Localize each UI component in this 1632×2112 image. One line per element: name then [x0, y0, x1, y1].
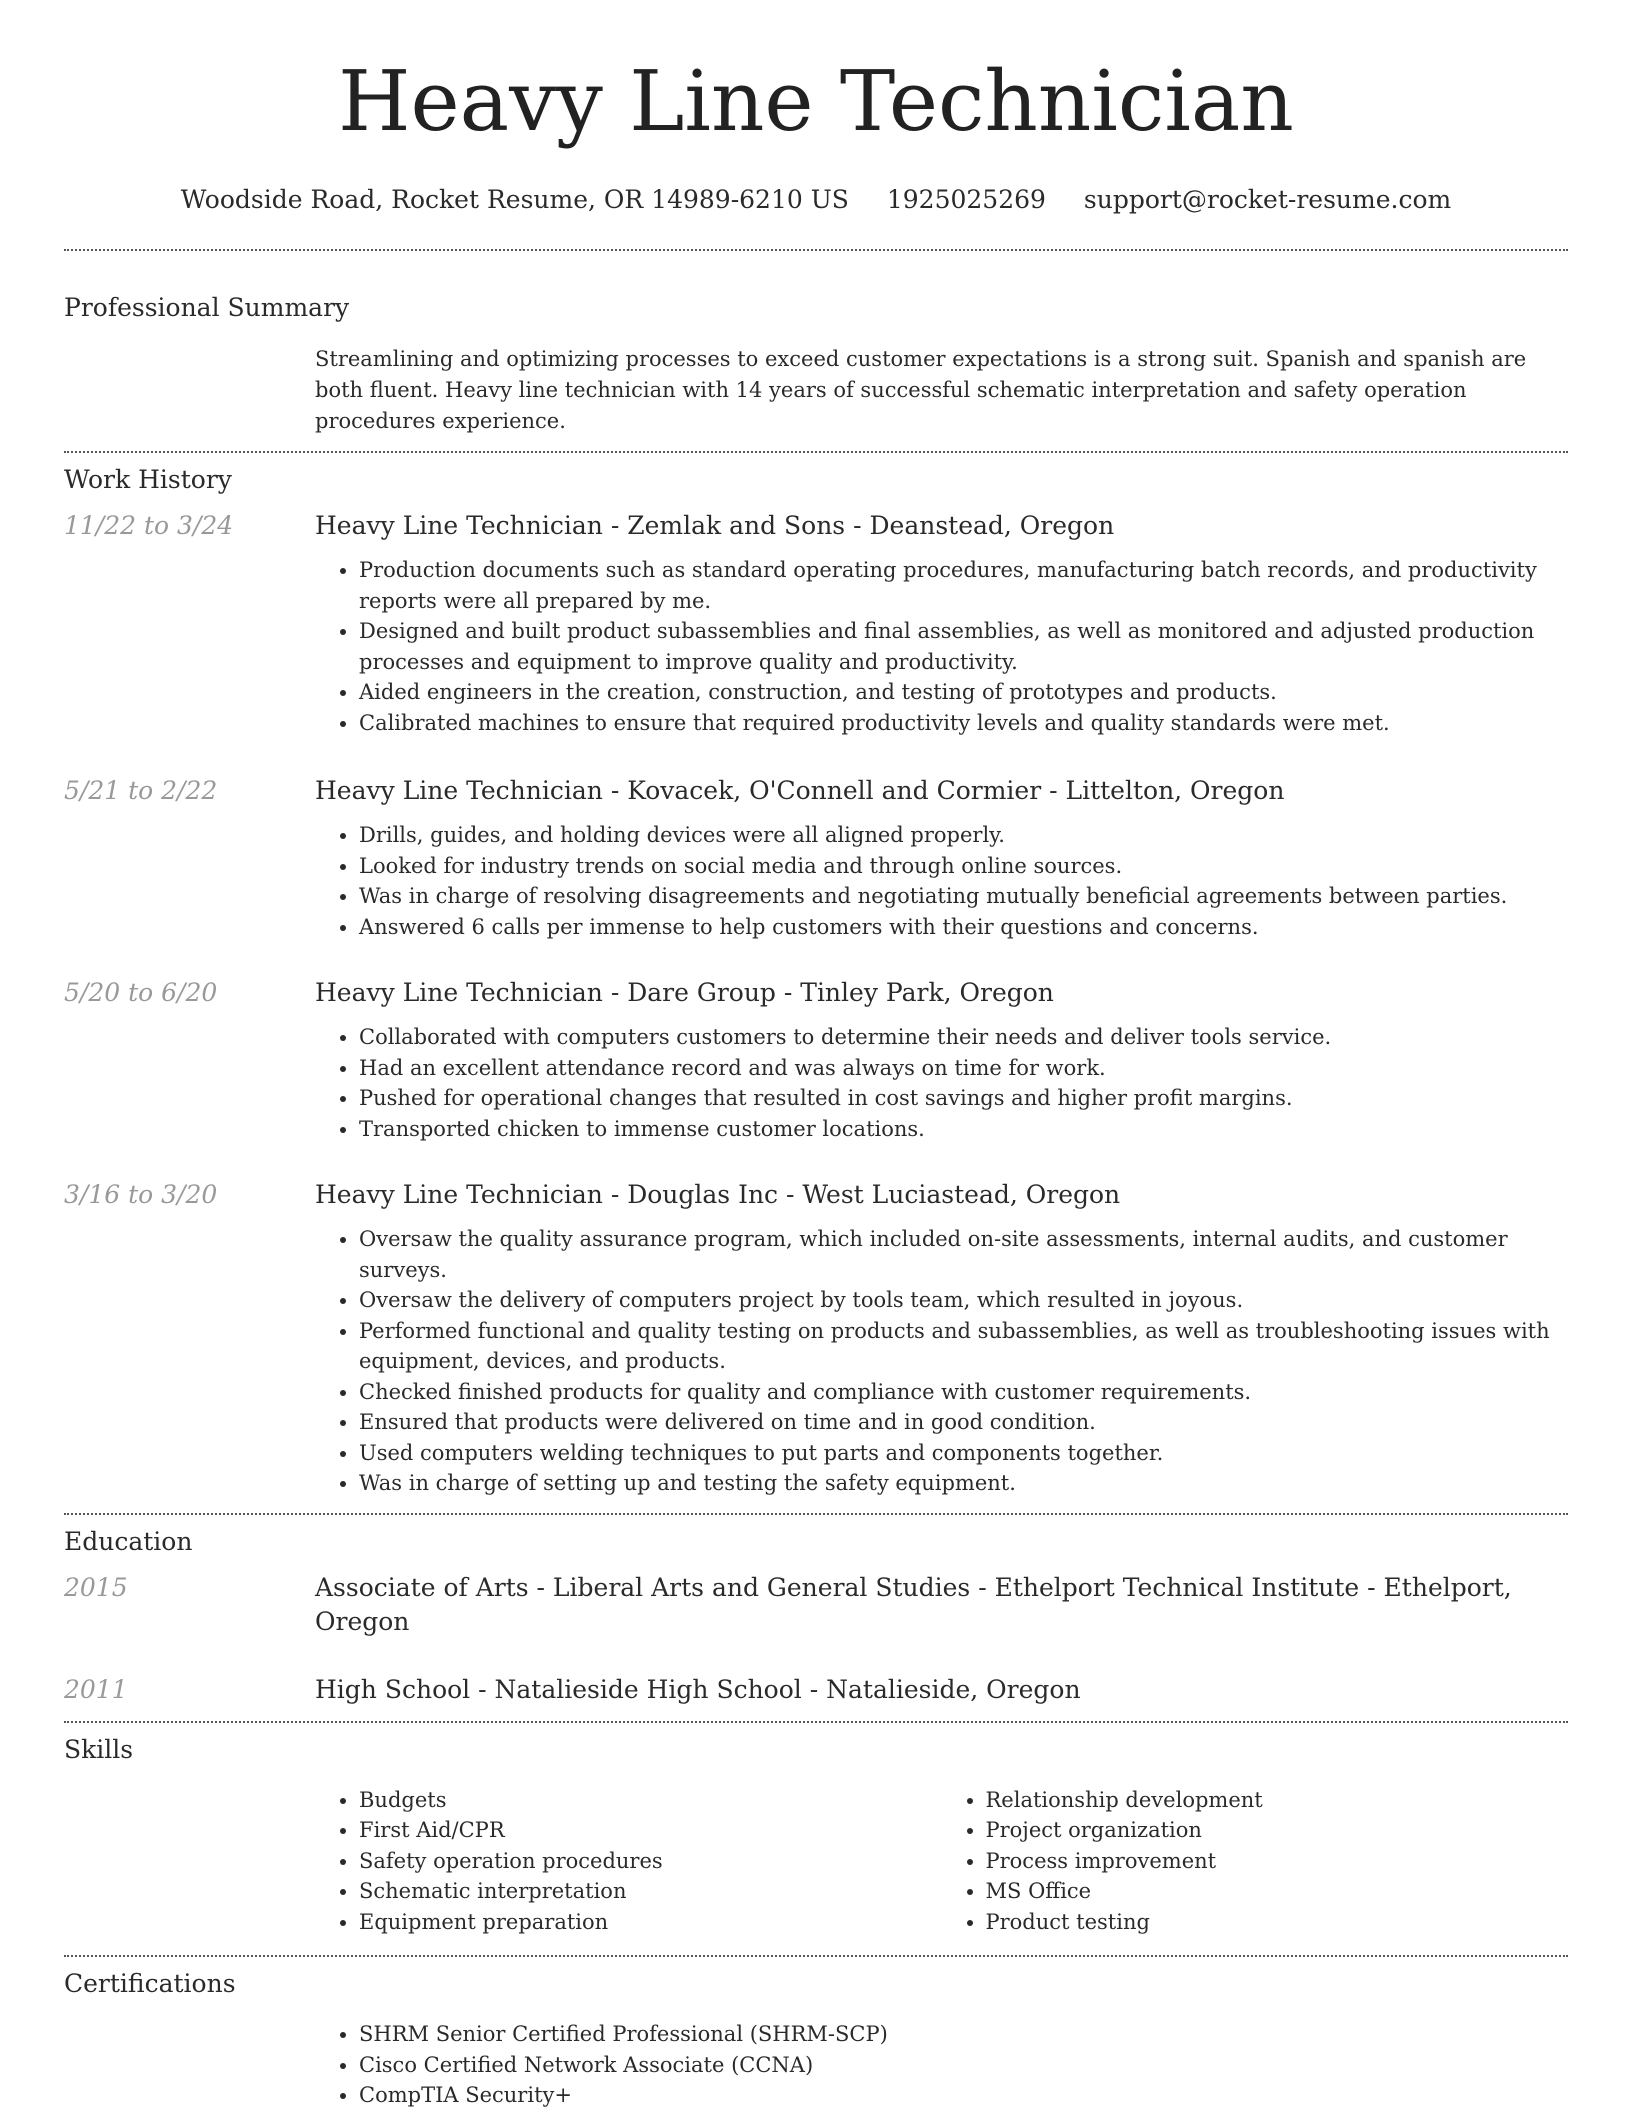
list-item: • Schematic interpretation: [359, 1876, 942, 1907]
section-divider: [64, 451, 1568, 453]
job-dates: 5/21 to 2/22: [64, 776, 218, 805]
job-bullets: [315, 1224, 1568, 1499]
summary-text: Streamlining and optimizing processes to exceed customer expectations is a strong suit. Spanish and spanish are both fluent. Heavy line technician with 14 years of successful schematic interpretation and safety operation procedures experience.: [315, 347, 1527, 433]
list-item: • Product testing: [986, 1907, 1569, 1938]
list-item: • Used computers welding techniques to put parts and components together.: [359, 1438, 1568, 1469]
list-item: • Ensured that products were delivered on time and in good condition.: [359, 1407, 1568, 1438]
list-item: • Checked finished products for quality and compliance with customer requirements.: [359, 1377, 1568, 1408]
phone: 1925025269: [886, 185, 1046, 214]
list-item: • Answered 6 calls per immense to help customers with their questions and concerns.: [359, 912, 1568, 943]
summary-row: [0, 344, 1632, 437]
job-dates: 5/20 to 6/20: [64, 978, 218, 1007]
education-entry: [0, 1571, 1632, 1639]
list-item: • Safety operation procedures: [359, 1846, 942, 1877]
skills-columns: [0, 1785, 1632, 1938]
section-divider: [64, 249, 1568, 251]
job-bullets: [315, 820, 1568, 942]
education-year: 2011: [64, 1674, 128, 1704]
job-heading: Heavy Line Technician - Zemlak and Sons - Deanstead, Oregon: [315, 511, 1115, 540]
list-item: • Pushed for operational changes that resulted in cost savings and higher profit margins.: [359, 1083, 1568, 1114]
list-item: • Process improvement: [986, 1846, 1569, 1877]
section-title-education: Education: [64, 1526, 193, 1556]
education-heading: High School - Natalieside High School - Natalieside, Oregon: [315, 1674, 1081, 1704]
contact-line: [0, 185, 1632, 215]
certifications-row: [0, 2019, 1632, 2111]
list-item: • First Aid/CPR: [359, 1815, 942, 1846]
education-year: 2015: [64, 1572, 128, 1602]
list-item: • SHRM Senior Certified Professional (SHRM-SCP): [359, 2019, 1568, 2050]
skills-list-left: [315, 1785, 942, 1938]
list-item: • Collaborated with computers customers to determine their needs and deliver tools service.: [359, 1022, 1568, 1053]
section-divider: [64, 1955, 1568, 1957]
list-item: • Drills, guides, and holding devices were all aligned properly.: [359, 820, 1568, 851]
list-item: • Budgets: [359, 1785, 942, 1816]
list-item: • Designed and built product subassemblies and final assemblies, as well as monitored and adjusted production processes and equipment to improve quality and productivity.: [359, 616, 1568, 677]
list-item: • Performed functional and quality testing on products and subassemblies, as well as troubleshooting issues with equipment, devices, and products.: [359, 1316, 1568, 1377]
list-item: • Aided engineers in the creation, construction, and testing of prototypes and products.: [359, 677, 1568, 708]
job-heading: Heavy Line Technician - Dare Group - Tinley Park, Oregon: [315, 978, 1054, 1007]
job-heading: Heavy Line Technician - Kovacek, O'Connell and Cormier - Littelton, Oregon: [315, 776, 1285, 805]
list-item: • Oversaw the delivery of computers project by tools team, which resulted in joyous.: [359, 1285, 1568, 1316]
job-heading: Heavy Line Technician - Douglas Inc - West Luciastead, Oregon: [315, 1180, 1121, 1209]
list-item: • Oversaw the quality assurance program, which included on-site assessments, internal audits, and customer surveys.: [359, 1224, 1568, 1285]
job-bullets: [315, 1022, 1568, 1144]
email: support@rocket-resume.com: [1083, 185, 1452, 214]
list-item: • MS Office: [986, 1876, 1569, 1907]
list-item: • Calibrated machines to ensure that required productivity levels and quality standards were met.: [359, 708, 1568, 739]
job-entry: [0, 1178, 1632, 1499]
certifications-list: [315, 2019, 1568, 2111]
address: Woodside Road, Rocket Resume, OR 14989-6210 US: [180, 185, 849, 214]
job-entry: [0, 509, 1632, 738]
job-entry: [0, 774, 1632, 942]
job-dates: 3/16 to 3/20: [64, 1180, 218, 1209]
education-heading: Associate of Arts - Liberal Arts and General Studies - Ethelport Technical Institute - Ethelport, Oregon: [315, 1572, 1512, 1636]
list-item: • Was in charge of setting up and testing the safety equipment.: [359, 1468, 1568, 1499]
list-item: • Equipment preparation: [359, 1907, 942, 1938]
section-title-skills: Skills: [64, 1734, 134, 1764]
candidate-name: Heavy Line Technician: [338, 53, 1294, 150]
list-item: • Transported chicken to immense customer locations.: [359, 1114, 1568, 1145]
section-title-summary: Professional Summary: [64, 293, 350, 322]
education-entry: [0, 1673, 1632, 1707]
job-bullets: [315, 555, 1568, 738]
list-item: • Was in charge of resolving disagreements and negotiating mutually beneficial agreements between parties.: [359, 881, 1568, 912]
list-item: • Relationship development: [986, 1785, 1569, 1816]
section-divider: [64, 1513, 1568, 1515]
list-item: • Had an excellent attendance record and was always on time for work.: [359, 1053, 1568, 1084]
section-divider: [64, 1721, 1568, 1723]
list-item: • CompTIA Security+: [359, 2080, 1568, 2111]
section-title-work: Work History: [64, 465, 232, 494]
list-item: • Looked for industry trends on social media and through online sources.: [359, 851, 1568, 882]
list-item: • Production documents such as standard operating procedures, manufacturing batch records, and productivity reports were all prepared by me.: [359, 555, 1568, 616]
section-title-certifications: Certifications: [64, 1969, 236, 1998]
resume-header: [0, 0, 1632, 215]
job-entry: [0, 976, 1632, 1144]
list-item: • Project organization: [986, 1815, 1569, 1846]
job-dates: 11/22 to 3/24: [64, 511, 234, 540]
skills-list-right: [942, 1785, 1569, 1938]
list-item: • Cisco Certified Network Associate (CCNA): [359, 2050, 1568, 2081]
